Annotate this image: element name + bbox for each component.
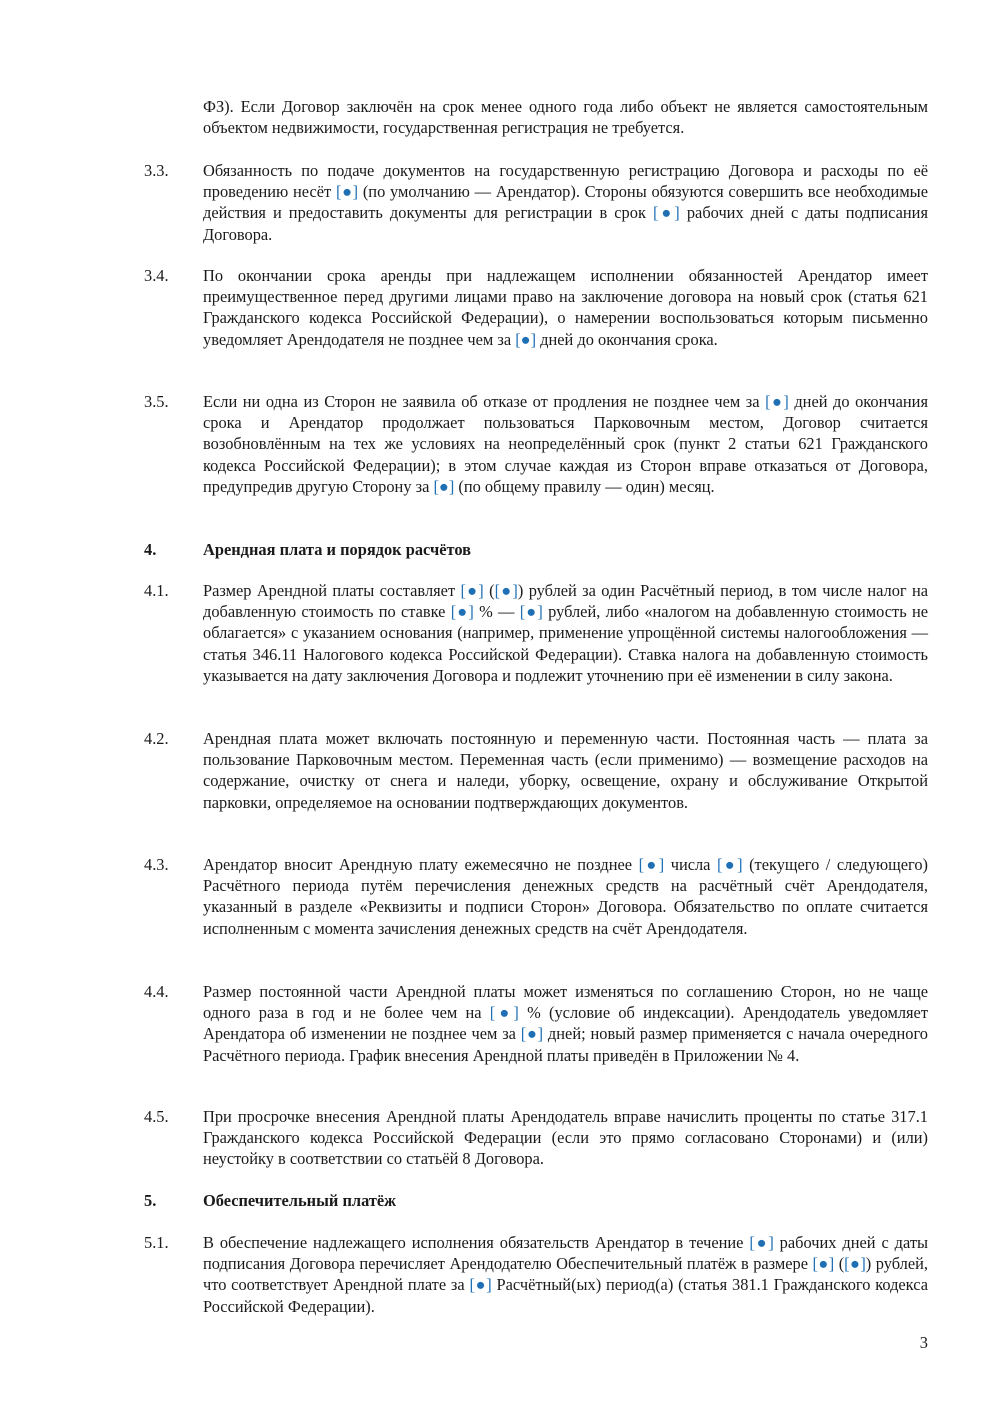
placeholder: [●]	[749, 1233, 774, 1252]
clause-4-2	[144, 728, 928, 813]
section-number: 5.	[144, 1191, 157, 1210]
clause-number: 4.2.	[144, 729, 169, 748]
placeholder: [●]	[494, 581, 518, 600]
placeholder: [●]	[844, 1254, 866, 1274]
clause-text: Если ни одна из Сторон не заявила об отказе от продления не позднее чем за [●] дней до окончания срока и Арендатор продолжает пользоваться Парковочным местом, Договор считается возобновлённым на тех же условиях на неопределённый срок (пункт 2 статьи 621 Гражданского кодекса Российской Федерации); в этом случае каждая из Сторон вправе отказаться от Договора, предупредив другую Сторону за [●] (по общему правилу — один) месяц.	[203, 392, 928, 496]
placeholder: [●]	[460, 581, 484, 600]
clause-text: Арендатор вносит Арендную плату ежемесячно не позднее [●] числа [●] (текущего / следующего) Расчётного периода путём перечисления денежных средств на расчётный счёт Арендодателя, указанный в разделе «Реквизиты и подписи Сторон» Договора. Обязательство по оплате считается исполненным с момента зачисления денежных средств на счёт Арендодателя.	[203, 855, 929, 938]
clause-3-5	[144, 391, 928, 497]
clause-3-4	[144, 265, 928, 350]
placeholder: [●]	[765, 392, 789, 411]
clause-number: 3.5.	[144, 392, 169, 411]
clause-4-3	[144, 854, 928, 939]
placeholder: [●]	[652, 203, 680, 223]
placeholder: [●]	[515, 329, 537, 349]
section-title: Арендная плата и порядок расчётов	[203, 540, 471, 559]
placeholder: [●]	[638, 855, 665, 874]
placeholder: [●]	[335, 182, 359, 202]
clause-number: 4.1.	[144, 581, 169, 600]
placeholder: [●]	[469, 1275, 492, 1295]
clause-text: Арендная плата может включать постоянную и переменную части. Постоянная часть — плата за пользование Парковочным местом. Переменная часть (если применимо) — возмещение расходов на содержание, очистку от снега и наледи, уборку, освещение, охрану и обслуживание Открытой парковки, определяемое на основании подтверждающих документов.	[203, 729, 928, 812]
clause-4-4	[144, 981, 928, 1066]
section-heading-5	[144, 1190, 928, 1211]
clause-number: 5.1.	[144, 1233, 169, 1252]
clause-number: 3.4.	[144, 266, 169, 285]
clause-text: Обязанность по подаче документов на государственную регистрацию Договора и расходы по её проведению несёт [●] (по умолчанию — Арендатор). Стороны обязуются совершить все необходимые действия и предоставить документы для регистрации в срок [●] рабочих дней с даты подписания Договора.	[203, 161, 928, 244]
placeholder: [●]	[450, 602, 474, 622]
placeholder: [●]	[433, 476, 455, 496]
clause-5-1	[144, 1232, 928, 1317]
paragraph-text: ФЗ). Если Договор заключён на срок менее одного года либо объект не является самостоятельным объектом недвижимости, государственная регистрация не требуется.	[203, 97, 928, 138]
clause-number: 4.4.	[144, 982, 169, 1001]
clause-number: 4.5.	[144, 1107, 169, 1126]
clause-number: 4.3.	[144, 855, 169, 874]
page-number: 3	[919, 1333, 928, 1352]
section-title: Обеспечительный платёж	[203, 1191, 397, 1210]
placeholder: [●]	[520, 1024, 544, 1044]
section-number: 4.	[144, 540, 157, 559]
placeholder: [●]	[519, 602, 543, 622]
clause-text: При просрочке внесения Арендной платы Арендодатель вправе начислить проценты по статье 317.1 Гражданского кодекса Российской Федерации (если это прямо согласовано Сторонами) и (или) неустойку в соответствии со статьёй 8 Договора.	[203, 1107, 928, 1169]
clause-4-5	[144, 1106, 928, 1170]
section-heading-4	[144, 539, 928, 560]
clause-text: Размер постоянной части Арендной платы может изменяться по соглашению Сторон, но не чаще одного раза в год и не более чем на [●] % (условие об индексации). Арендодатель уведомляет Арендатора об изменении не позднее чем за [●] дней; новый размер применяется с начала очередного Расчётного периода. График внесения Арендной платы приведён в Приложении № 4.	[203, 982, 928, 1065]
placeholder: [●]	[716, 855, 743, 874]
continued-paragraph	[203, 96, 928, 138]
clause-3-3	[144, 160, 928, 245]
clause-text: В обеспечение надлежащего исполнения обязательств Арендатор в течение [●] рабочих дней с даты подписания Договора перечисляет Арендодателю Обеспечительный платёж в размере [●] ([●]) рублей, что соответствует Арендной плате за [●] Расчётный(ых) период(а) (статья 381.1 Гражданского кодекса Российской Федерации).	[203, 1233, 928, 1316]
clause-4-1	[144, 580, 928, 686]
clause-text: По окончании срока аренды при надлежащем исполнении обязанностей Арендатор имеет преимущественное перед другими лицами право на заключение договора на новый срок (статья 621 Гражданского кодекса Российской Федерации), о намерении воспользоваться которым письменно уведомляет Арендодателя не позднее чем за [●] дней до окончания срока.	[203, 266, 928, 349]
placeholder: [●]	[489, 1003, 519, 1023]
clause-number: 3.3.	[144, 161, 169, 180]
clause-text: Размер Арендной платы составляет [●] ([●]) рублей за один Расчётный период, в том числе налог на добавленную стоимость по ставке [●] % — [●] рублей, либо «налогом на добавленную стоимость не облагается» с указанием основания (например, применение упрощённой системы налогообложения — статья 346.11 Налогового кодекса Российской Федерации). Ставка налога на добавленную стоимость указывается на дату заключения Договора и подлежит уточнению при её изменении в силу закона.	[203, 581, 928, 685]
placeholder: [●]	[812, 1254, 835, 1274]
